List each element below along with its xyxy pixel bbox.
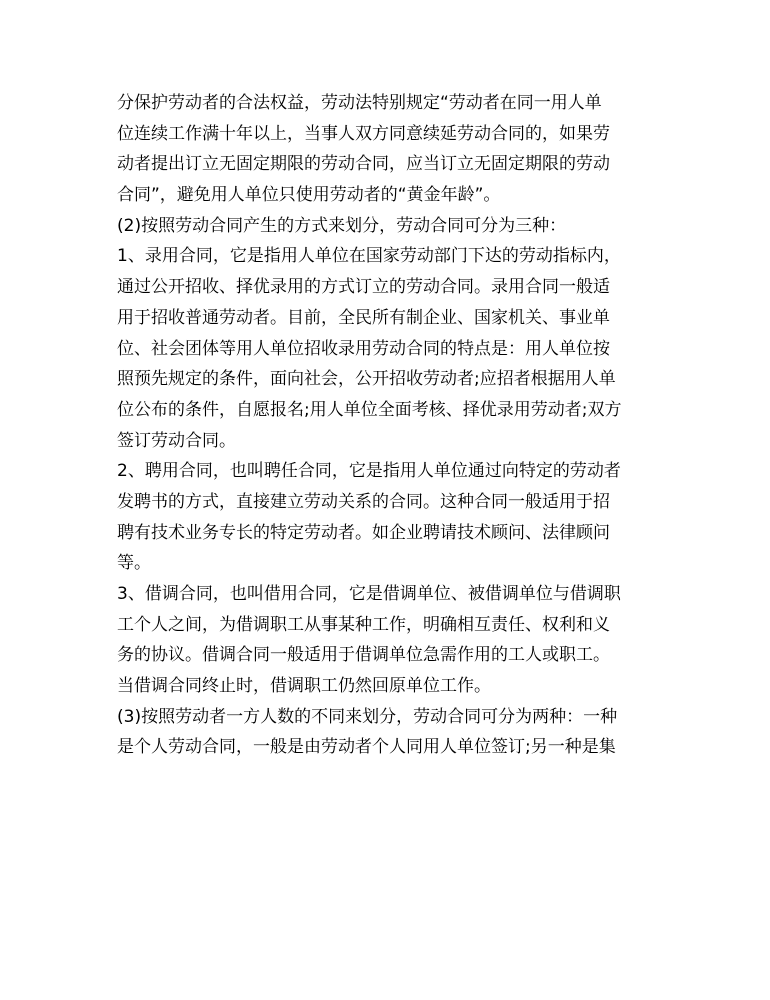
text-line: 是个人劳动合同，一般是由劳动者个人同用人单位签订;另一种是集 xyxy=(117,737,616,758)
text-line: 照预先规定的条件，面向社会，公开招收劳动者;应招者根据用人单 xyxy=(117,369,616,390)
text-line: 位连续工作满十年以上，当事人双方同意续延劳动合同的，如果劳 xyxy=(117,123,610,144)
document-body xyxy=(117,88,662,763)
text-line: (3)按照劳动者一方人数的不同来划分，劳动合同可分为两种：一种 xyxy=(117,706,618,727)
text-line: 发聘书的方式，直接建立劳动关系的合同。这种合同一般适用于招 xyxy=(117,491,610,512)
text-line: 3、借调合同，也叫借用合同，它是借调单位、被借调单位与借调职 xyxy=(117,584,621,604)
text-line: 合同”，避免用人单位只使用劳动者的“黄金年龄”。 xyxy=(117,185,501,206)
text-line: 动者提出订立无固定期限的劳动合同，应当订立无固定期限的劳动 xyxy=(117,154,610,175)
text-line: 等。 xyxy=(117,553,151,574)
text-line: 1、录用合同，它是指用人单位在国家劳动部门下达的劳动指标内， xyxy=(117,246,621,267)
text-line: 通过公开招收、择优录用的方式订立的劳动合同。录用合同一般适 xyxy=(117,277,610,298)
text-line: 位、社会团体等用人单位招收录用劳动合同的特点是：用人单位按 xyxy=(117,338,610,359)
text-line: 签订劳动合同。 xyxy=(117,430,236,451)
text-line: (2)按照劳动合同产生的方式来划分，劳动合同可分为三种： xyxy=(117,215,567,236)
text-line: 位公布的条件，自愿报名;用人单位全面考核、择优录用劳动者;双方 xyxy=(117,399,622,420)
text-line: 用于招收普通劳动者。目前，全民所有制企业、国家机关、事业单 xyxy=(117,307,610,328)
text-line: 当借调合同终止时，借调职工仍然回原单位工作。 xyxy=(117,676,491,697)
text-line: 聘有技术业务专长的特定劳动者。如企业聘请技术顾问、法律顾问 xyxy=(117,522,610,543)
text-line: 2、聘用合同，也叫聘任合同，它是指用人单位通过向特定的劳动者 xyxy=(117,461,621,482)
text-line: 工个人之间，为借调职工从事某种工作，明确相互责任、权利和义 xyxy=(117,614,610,635)
text-line: 务的协议。借调合同一般适用于借调单位急需作用的工人或职工。 xyxy=(117,645,610,666)
text-line: 分保护劳动者的合法权益，劳动法特别规定“劳动者在同一用人单 xyxy=(117,93,602,113)
